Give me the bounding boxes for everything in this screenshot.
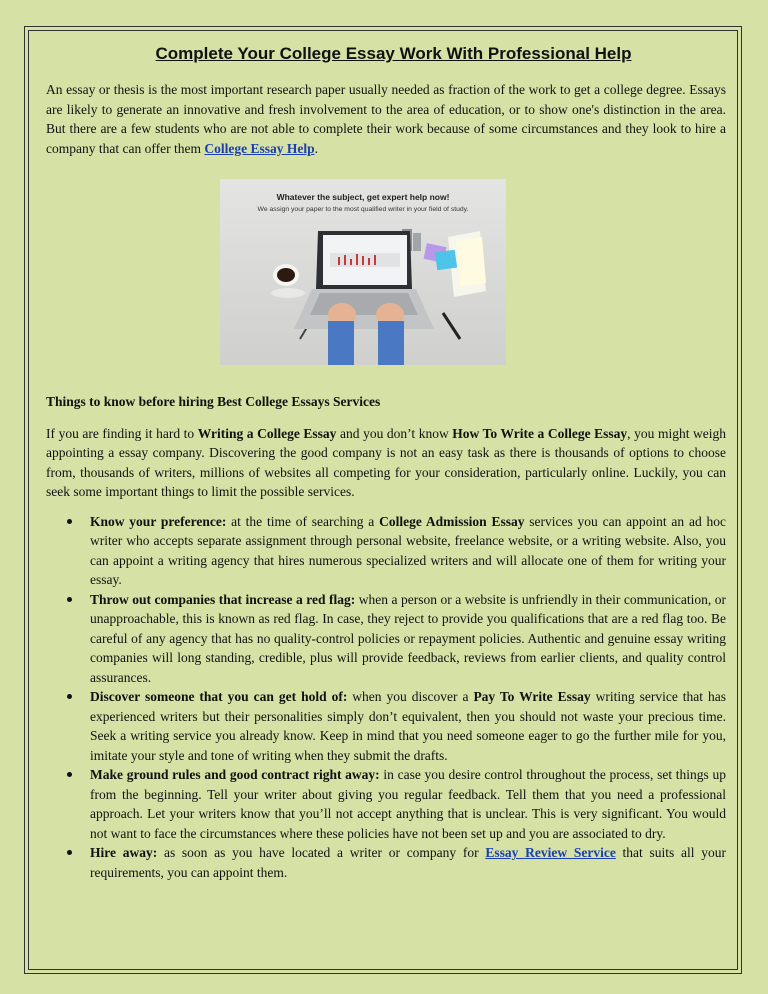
bullet-icon	[67, 694, 72, 699]
laptop-desk-illustration	[220, 179, 506, 365]
document-body	[46, 44, 726, 882]
document-title: Complete Your College Essay Work With Professional Help	[155, 44, 632, 63]
bullet-icon	[67, 519, 72, 524]
essay-review-service-link[interactable]: Essay Review Service	[485, 845, 616, 860]
body-paragraph: If you are finding it hard to Writing a College Essay and you don’t know How To Write a College Essay, you might weigh appointing a essay company. Discovering the good company is not an easy task as there is thousands of options to choose from, thousands of writers, millions of websites all competing for your consideration, particularly online. Luckily, you can seek some important things to limit the possible services.	[46, 425, 727, 499]
bullet-icon	[67, 597, 72, 602]
list-item: Hire away: as soon as you have located a writer or company for Essay Review Service that suits all your requirements, you can appoint them.	[46, 843, 726, 882]
list-item: Know your preference: at the time of searching a College Admission Essay services you can appoint an ad hoc writer who accepts separate assignment through personal website, freelance website, or a writing website. Also, you can appoint a writing agency that hires numerous specialized writers and will allocate one of them for writing your essay.	[46, 512, 726, 590]
bullet-icon	[67, 850, 72, 855]
bullet-icon	[67, 772, 72, 777]
tips-list	[46, 512, 726, 883]
list-item: Throw out companies that increase a red flag: when a person or a website is unfriendly in their communication, or unapproachable, this is known as red flag. In case, they reject to provide you qualifications that are a red flag too. Be careful of any agency that has no quality-control policies or repayment policies. Authentic and genuine essay writing companies will long standing, credible, plus will provide feedback, reviews from earlier clients, and quality control assurances.	[46, 590, 726, 688]
list-item: Discover someone that you can get hold of: when you discover a Pay To Write Essay writing service that has experienced writers but their personalities simply don’t equivalent, then you should not waste your precious time. Seek a writing service you already know. Keep in mind that you need someone eager to go the further mile for you, imitate your style and tone of writing when they submit the drafts.	[46, 687, 726, 765]
list-item: Make ground rules and good contract right away: in case you desire control throughout the process, set things up from the beginning. Tell your writer about giving you regular feedback. Tell them that you need a professional approach. Let your writers know that you’ll not accept anything that is unclear. This is very significant. You would not want to face the circumstances where these policies have not been set up and you are associated to dry.	[46, 765, 726, 843]
hero-caption-sub: We assign your paper to the most qualified writer in your field of study.	[257, 206, 469, 213]
college-essay-help-link[interactable]: College Essay Help	[204, 140, 315, 156]
intro-paragraph: An essay or thesis is the most important research paper usually needed as fraction of the work to get a college degree. Essays are likely to generate an innovative and fresh involvement to the area of education, or to show one's distinction in the area. But there are a few students who are not able to complete their work because of some circumstances and they look to hire a company that can offer them College Essay Help.	[46, 82, 726, 156]
hero-image	[220, 179, 506, 365]
hero-caption-main: Whatever the subject, get expert help now!	[276, 192, 450, 202]
section-heading: Things to know before hiring Best College Essays Services	[46, 394, 381, 409]
